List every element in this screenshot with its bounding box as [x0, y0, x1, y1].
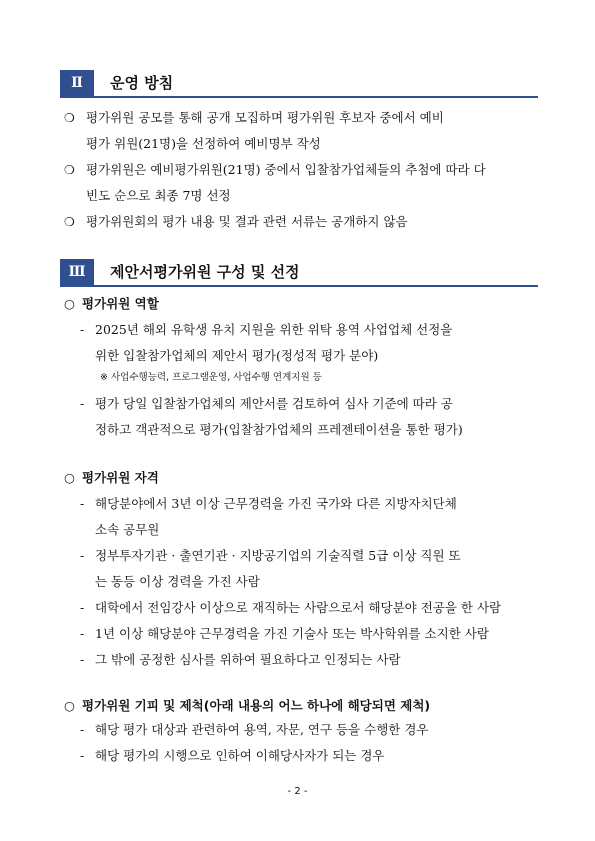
section-2-header	[60, 70, 538, 98]
circle-bullet-icon: ○	[64, 698, 75, 713]
text-line: 평가위원은 예비평가위원(21명) 중에서 입찰참가업체들의 추첨에 따라 다	[86, 162, 486, 177]
dash-bullet: -	[80, 652, 85, 667]
qualification-heading	[64, 466, 159, 490]
exclusion-heading	[64, 694, 430, 718]
text-line: 위한 입찰참가업체의 제안서 평가(정성적 평가 분야)	[95, 348, 379, 363]
hollow-circle-bullet-icon: ❍	[64, 111, 75, 125]
text-line: 정하고 객관적으로 평가(입찰참가업체의 프레젠테이션을 통한 평가)	[95, 422, 463, 437]
note-line: ※ 사업수행능력, 프로그램운영, 사업수행 연계지원 등	[100, 372, 322, 383]
exclusion-heading-text: 평가위원 기피 및 제척(아래 내용의 어느 하나에 해당되면 제척)	[82, 698, 431, 713]
hollow-circle-bullet-icon: ❍	[64, 163, 75, 177]
dash-bullet: -	[80, 626, 85, 641]
circle-bullet-icon: ○	[64, 470, 75, 485]
dash-bullet: -	[80, 548, 85, 563]
text-line: 평가위원 공모를 통해 공개 모집하며 평가위원 후보자 중에서 예비	[86, 110, 444, 125]
text-line: 1년 이상 해당분야 근무경력을 가진 기술사 또는 박사학위를 소지한 사람	[95, 626, 489, 641]
section-2-number: Ⅱ	[60, 70, 94, 96]
role-heading-text: 평가위원 역할	[82, 296, 159, 311]
dash-bullet: -	[80, 322, 85, 337]
dash-bullet: -	[80, 396, 85, 411]
text-line: 해당 평가의 시행으로 인하여 이해당사자가 되는 경우	[95, 748, 385, 763]
text-line: 해당분야에서 3년 이상 근무경력을 가진 국가와 다른 지방자치단체	[95, 496, 457, 511]
text-line: 대학에서 전임강사 이상으로 재직하는 사람으로서 해당분야 전공을 한 사람	[95, 600, 502, 615]
dash-bullet: -	[80, 722, 85, 737]
section-2-title: 운영 방침	[110, 74, 174, 92]
section-3-header	[60, 259, 538, 287]
text-line: 해당 평가 대상과 관련하여 용역, 자문, 연구 등을 수행한 경우	[95, 722, 429, 737]
text-line: 빈도 순으로 최종 7명 선정	[86, 188, 231, 203]
circle-bullet-icon: ○	[64, 296, 75, 311]
role-heading	[64, 292, 159, 316]
section-3-number: Ⅲ	[60, 259, 94, 285]
text-line: 평가 당일 입찰참가업체의 제안서를 검토하여 심사 기준에 따라 공	[95, 396, 453, 411]
dash-bullet: -	[80, 600, 85, 615]
text-line: 정부투자기관 · 출연기관 · 지방공기업의 기술직렬 5급 이상 직원 또	[95, 548, 461, 563]
section-3-title: 제안서평가위원 구성 및 선정	[110, 263, 300, 281]
hollow-circle-bullet-icon: ❍	[64, 215, 75, 229]
page-number: - 2 -	[287, 786, 308, 797]
text-line: 는 동등 이상 경력을 가진 사람	[95, 574, 260, 589]
text-line: 그 밖에 공정한 심사를 위하여 필요하다고 인정되는 사람	[95, 652, 401, 667]
text-line: 소속 공무원	[95, 522, 160, 537]
text-line: 2025년 해외 유학생 유치 지원을 위한 위탁 용역 사업업체 선정을	[95, 322, 453, 337]
dash-bullet: -	[80, 496, 85, 511]
text-line: 평가 위원(21명)을 선정하여 예비명부 작성	[86, 136, 321, 151]
dash-bullet: -	[80, 748, 85, 763]
text-line: 평가위원회의 평가 내용 및 결과 관련 서류는 공개하지 않음	[86, 214, 408, 229]
qualification-heading-text: 평가위원 자격	[82, 470, 159, 485]
